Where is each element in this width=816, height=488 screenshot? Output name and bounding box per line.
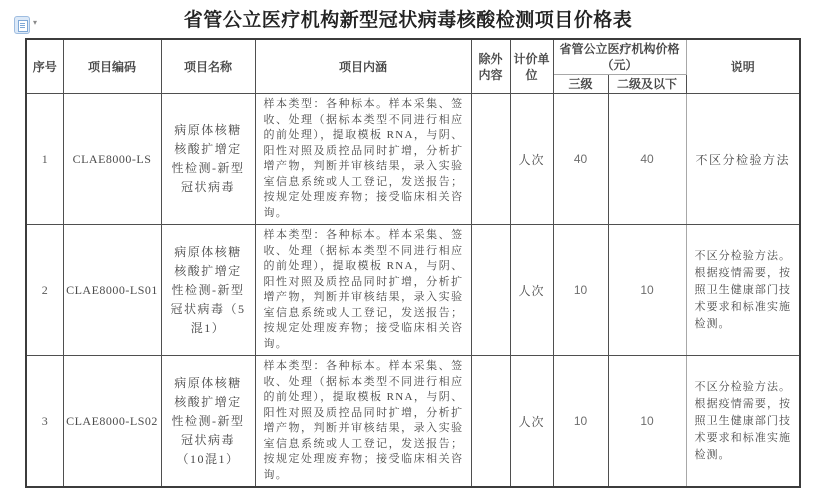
cell-project-name: 病原体核糖核酸扩增定性检测-新型冠状病毒（10混1） — [161, 356, 255, 488]
header-row — [26, 39, 800, 75]
cell-project-content: 样本类型：各种标本。样本采集、签收、处理（据标本类型不同进行相应的前处理），提取模板 RNA，与阴、阳性对照及质控品同时扩增，分析扩增产物，判断并审核结果，录入实验室信息系统或人工登记，发送报告；按规定处理废弃物；接受临床相关咨询。 — [255, 94, 471, 225]
cell-exclusion — [471, 225, 510, 356]
price-table — [25, 38, 801, 488]
cell-project-name: 病原体核糖核酸扩增定性检测-新型冠状病毒 — [161, 94, 255, 225]
table-row — [26, 356, 800, 488]
cell-project-code: CLAE8000-LS01 — [63, 225, 161, 356]
cell-project-code: CLAE8000-LS — [63, 94, 161, 225]
cell-project-content: 样本类型：各种标本。样本采集、签收、处理（据标本类型不同进行相应的前处理），提取模板 RNA，与阴、阳性对照及质控品同时扩增，分析扩增产物，判断并审核结果，录入实验室信息系统或人工登记，发送报告；按规定处理废弃物；接受临床相关咨询。 — [255, 356, 471, 488]
cell-price-level2: 40 — [608, 94, 686, 225]
cell-index: 2 — [26, 225, 63, 356]
col-header-price-group: 省管公立医疗机构价格（元） — [553, 39, 686, 75]
col-header-index: 序号 — [26, 39, 63, 94]
col-header-content: 项目内涵 — [255, 39, 471, 94]
cell-project-name: 病原体核糖核酸扩增定性检测-新型冠状病毒（5混1） — [161, 225, 255, 356]
page-title: 省管公立医疗机构新型冠状病毒核酸检测项目价格表 — [183, 10, 633, 31]
cell-project-content: 样本类型：各种标本。样本采集、签收、处理（据标本类型不同进行相应的前处理），提取模板 RNA，与阴、阳性对照及质控品同时扩增，分析扩增产物，判断并审核结果，录入实验室信息系统或人工登记，发送报告；按规定处理废弃物；接受临床相关咨询。 — [255, 225, 471, 356]
cell-exclusion — [471, 94, 510, 225]
cell-unit: 人次 — [510, 225, 553, 356]
col-header-note: 说明 — [686, 39, 800, 94]
cell-note: 不区分检验方法。根据疫情需要，按照卫生健康部门技术要求和标准实施检测。 — [686, 356, 800, 488]
cell-project-code: CLAE8000-LS02 — [63, 356, 161, 488]
table-row — [26, 94, 800, 225]
col-header-price-level2: 二级及以下 — [608, 75, 686, 94]
col-header-name: 项目名称 — [161, 39, 255, 94]
cell-unit: 人次 — [510, 94, 553, 225]
col-header-price-level3: 三级 — [553, 75, 608, 94]
cell-index: 3 — [26, 356, 63, 488]
cell-note: 不区分检验方法 — [686, 94, 800, 225]
cell-unit: 人次 — [510, 356, 553, 488]
cell-price-level3: 10 — [553, 225, 608, 356]
cell-price-level3: 40 — [553, 94, 608, 225]
col-header-code: 项目编码 — [63, 39, 161, 94]
col-header-unit: 计价单位 — [510, 39, 553, 94]
cell-price-level2: 10 — [608, 225, 686, 356]
cell-index: 1 — [26, 94, 63, 225]
cell-exclusion — [471, 356, 510, 488]
col-header-exclusion: 除外内容 — [471, 39, 510, 94]
cell-note: 不区分检验方法。根据疫情需要，按照卫生健康部门技术要求和标准实施检测。 — [686, 225, 800, 356]
cell-price-level3: 10 — [553, 356, 608, 488]
cell-price-level2: 10 — [608, 356, 686, 488]
table-row — [26, 225, 800, 356]
chevron-down-icon: ▾ — [33, 18, 38, 27]
